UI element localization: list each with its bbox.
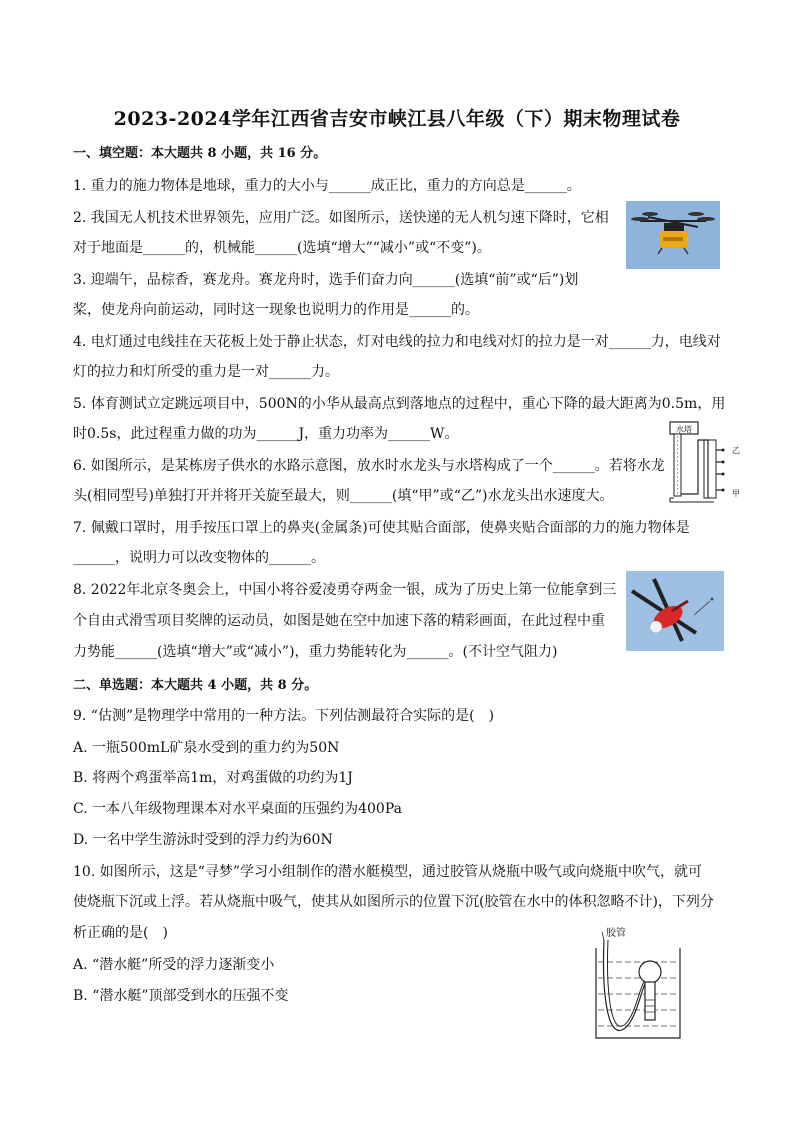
question-2-line-2: 对于地面是______的，机械能______(选填“增大”“减小”或“不变”)。 — [73, 240, 491, 256]
water-tower-diagram — [664, 416, 742, 504]
question-10-option-a: A. “潜水艇”所受的浮力逐渐变小 — [73, 957, 275, 973]
question-10-stem-line-3: 析正确的是( ) — [73, 925, 168, 941]
question-8-line-2: 个自由式滑雪项目奖牌的运动员，如图是她在空中加速下落的精彩画面，在此过程中重 — [73, 613, 605, 629]
question-10-stem-line-2: 使烧瓶下沉或上浮。若从烧瓶中吸气，使其从如图所示的位置下沉(胶管在水中的体积忽略不计)，下列分 — [73, 894, 714, 910]
question-3-line-2: 桨，使龙舟向前运动，同时这一现象也说明力的作用是______的。 — [73, 302, 479, 318]
question-3-line-1: 3. 迎端午，品棕香，赛龙舟。赛龙舟时，选手们奋力向______(选填“前”或“后”)划 — [73, 272, 579, 288]
drone-photo — [626, 201, 720, 269]
question-10-option-b: B. “潜水艇”顶部受到水的压强不变 — [73, 988, 289, 1004]
question-8-line-1: 8. 2022年北京冬奥会上，中国小将谷爱凌勇夺两金一银，成为了历史上第一位能拿到三 — [73, 582, 617, 598]
tower-label: 水塔 — [676, 425, 692, 434]
question-2-line-1: 2. 我国无人机技术世界领先，应用广泛。如图所示，送快递的无人机匀速下降时，它相 — [73, 210, 609, 226]
submarine-model-diagram — [590, 926, 686, 1042]
tube-label: 胶管 — [606, 928, 626, 939]
page-title: 2023-2024学年江西省吉安市峡江县八年级（下）期末物理试卷 — [113, 108, 681, 130]
question-5-line-1: 5. 体育测试立定跳远项目中，500N的小华从最高点到落地点的过程中，重心下降的最大距离为0.5m，用 — [73, 396, 726, 412]
question-9-option-c: C. 一本八年级物理课本对水平桌面的压强约为400Pa — [73, 801, 402, 817]
question-10-stem-line-1: 10. 如图所示，这是“寻梦”学习小组制作的潜水艇模型，通过胶管从烧瓶中吸气或向烧瓶中吹气，就可 — [73, 864, 703, 880]
question-9-option-d: D. 一名中学生游泳时受到的浮力约为60N — [73, 832, 333, 848]
section-single-choice-heading: 二、单选题：本大题共 4 小题，共 8 分。 — [73, 678, 318, 693]
question-9-option-b: B. 将两个鸡蛋举高1m，对鸡蛋做的功约为1J — [73, 770, 353, 786]
question-6-line-1: 6. 如图所示，是某栋房子供水的水路示意图，放水时水龙头与水塔构成了一个______。若将水龙 — [73, 458, 665, 474]
question-7-line-1: 7. 佩戴口罩时，用手按压口罩上的鼻夹(金属条)可使其贴合面部，使鼻夹贴合面部的力的施力物体是 — [73, 520, 690, 536]
question-8-line-3: 力势能______(选填“增大”或“减小”)，重力势能转化为______。(不计空气阻力) — [73, 644, 558, 660]
question-9-stem: 9. “估测”是物理学中常用的一种方法。下列估测最符合实际的是( ) — [73, 708, 495, 724]
tap-yi-label: 乙 — [732, 446, 740, 455]
tap-jia-label: 甲 — [732, 489, 740, 498]
section-fill-blank-heading: 一、填空题：本大题共 8 小题，共 16 分。 — [73, 146, 327, 161]
question-9-option-a: A. 一瓶500mL矿泉水受到的重力约为50N — [73, 740, 340, 756]
question-7-line-2: ______，说明力可以改变物体的______。 — [73, 550, 325, 566]
question-4-line-2: 灯的拉力和灯所受的重力是一对______力。 — [73, 364, 339, 380]
question-6-line-2: 头(相同型号)单独打开并将开关旋至最大，则______(填“甲”或“乙”)水龙头出水速度大。 — [73, 488, 614, 504]
question-4-line-1: 4. 电灯通过电线挂在天花板上处于静止状态，灯对电线的拉力和电线对灯的拉力是一对______力，电线对 — [73, 334, 721, 350]
question-5-line-2: 时0.5s，此过程重力做的功为______J，重力功率为______W。 — [73, 426, 459, 442]
skier-photo — [626, 571, 724, 651]
question-1: 1. 重力的施力物体是地球，重力的大小与______成正比，重力的方向总是______。 — [73, 178, 581, 194]
